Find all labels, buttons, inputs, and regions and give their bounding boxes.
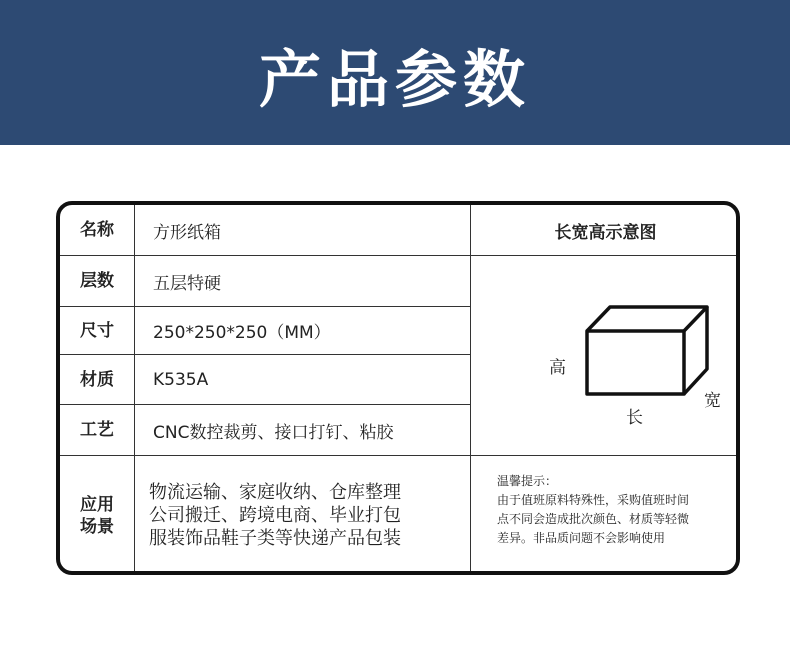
usage-label-line2: 场景: [80, 516, 114, 537]
box-front-face: [587, 331, 684, 394]
row-label-material: 材质: [80, 369, 114, 390]
notice-line: 点不同会造成批次颜色、材质等轻微: [497, 512, 690, 526]
header-banner: [0, 0, 790, 145]
row-label-size: 尺寸: [80, 320, 114, 341]
diagram-title: 长宽高示意图: [554, 222, 657, 243]
usage-line: 公司搬迁、跨境电商、毕业打包: [149, 505, 401, 526]
usage-line: 物流运输、家庭收纳、仓库整理: [149, 482, 401, 503]
row-value-size: 250*250*250（MM）: [153, 323, 331, 343]
usage-label-line1: 应用: [80, 494, 114, 515]
spec-table: [56, 201, 740, 575]
width-label: 宽: [704, 391, 721, 411]
row-value-material: K535A: [153, 369, 209, 390]
row-label-usage: [60, 456, 134, 575]
notice-text: [471, 456, 740, 575]
row-value-usage: [135, 456, 484, 575]
row-value-process: CNC数控裁剪、接口打钉、粘胶: [153, 422, 394, 443]
row-label-layers: 层数: [80, 271, 114, 291]
box-top-face: [587, 307, 707, 331]
notice-line: 由于值班原料特殊性，采购值班时间: [497, 493, 690, 507]
row-value-name: 方形纸箱: [153, 222, 221, 243]
height-label: 高: [549, 358, 566, 378]
row-value-layers: 五层特硬: [153, 273, 221, 294]
notice-line: 温馨提示：: [497, 474, 558, 488]
row-label-process: 工艺: [80, 420, 114, 440]
row-label-name: 名称: [80, 220, 114, 240]
box-diagram: [471, 256, 740, 455]
usage-line: 服装饰品鞋子类等快递产品包装: [149, 528, 401, 549]
page-title: 产品参数: [258, 43, 531, 116]
notice-line: 差异。非品质问题不会影响使用: [497, 531, 666, 545]
length-label: 长: [626, 408, 643, 428]
